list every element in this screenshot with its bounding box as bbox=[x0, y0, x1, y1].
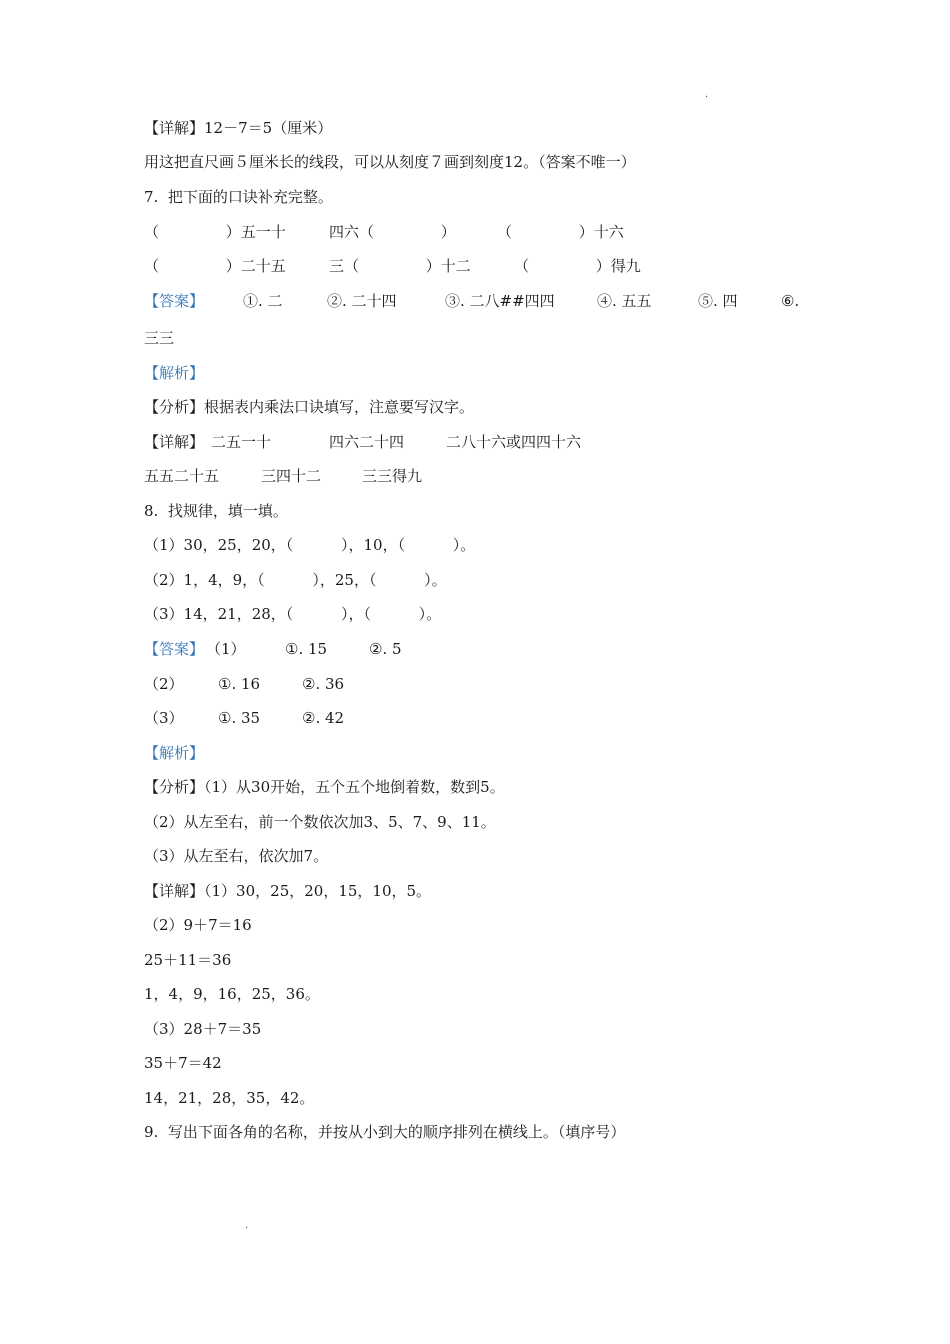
q8-title: 8. 找规律，填一填。 bbox=[144, 502, 288, 520]
q9-title: 9. 写出下面各角的名称，并按从小到大的顺序排列在横线上。（填序号） bbox=[144, 1123, 626, 1141]
q7-answer-2: ②. 二十四 bbox=[327, 292, 397, 310]
q8-ans1-label: （1） bbox=[206, 640, 246, 658]
q7-blank-4: （ ）二十五 bbox=[144, 257, 286, 275]
q8-item-2: （2）1，4，9，（ ），25，（ ）。 bbox=[144, 571, 447, 589]
q7-detail-2: 四六二十四 bbox=[329, 433, 405, 451]
xiangjie-tag: 【详解】 bbox=[144, 119, 205, 137]
q7-answer-3: ③. 二八##四四 bbox=[445, 292, 555, 310]
q7-xiangjie-tag: 【详解】 bbox=[144, 433, 205, 451]
fenxi-text: （1）从30开始，五个五个地倒着数，数到5。 bbox=[204, 778, 505, 796]
xiangjie-text: （1）30，25，20，15，10，5。 bbox=[204, 882, 432, 900]
page-mark-bottom: · bbox=[245, 1223, 249, 1234]
q8-ans3-a: ①. 35 bbox=[218, 709, 261, 727]
detail-line bbox=[144, 118, 332, 138]
q7-answer-cont: 三三 bbox=[144, 329, 175, 347]
q8-item-3: （3）14，21，28，（ ），（ ）。 bbox=[144, 605, 442, 623]
detail-text: 12－7＝5（厘米） bbox=[204, 119, 333, 137]
q7-detail-3: 二八十六或四四十六 bbox=[446, 433, 582, 451]
q8-xiangjie-7: 14，21，28，35，42。 bbox=[144, 1089, 315, 1107]
q7-blank-1: （ ）五一十 bbox=[144, 223, 286, 241]
q7-blank-2: 四六（ ） bbox=[329, 223, 456, 241]
q8-xiangjie-4: 1，4，9，16，25，36。 bbox=[144, 985, 320, 1003]
q7-blank-6: （ ）得九 bbox=[514, 257, 641, 275]
q7-detail-5: 三四十二 bbox=[261, 467, 322, 485]
q8-fenxi-2: （2）从左至右，前一个数依次加3、5、7、9、11。 bbox=[144, 813, 496, 831]
q8-xiangjie-5: （3）28＋7＝35 bbox=[144, 1020, 262, 1038]
q8-fenxi-1 bbox=[144, 777, 505, 797]
q7-detail-1: 二五一十 bbox=[211, 433, 272, 451]
q8-ans1-a: ①. 15 bbox=[285, 640, 328, 658]
fenxi-tag: 【分析】 bbox=[144, 398, 205, 416]
q8-ans1-b: ②. 5 bbox=[369, 640, 402, 658]
q8-fenxi-3: （3）从左至右，依次加7。 bbox=[144, 847, 329, 865]
q7-fenxi bbox=[144, 397, 474, 417]
q7-blank-5: 三（ ）十二 bbox=[329, 257, 471, 275]
q7-title: 7. 把下面的口诀补充完整。 bbox=[144, 188, 333, 206]
q8-ans2-label: （2） bbox=[144, 675, 184, 693]
q8-xiangjie-1 bbox=[144, 881, 431, 901]
q7-answer-tag: 【答案】 bbox=[144, 292, 205, 310]
q8-ans3-b: ②. 42 bbox=[302, 709, 345, 727]
q7-blank-3: （ ）十六 bbox=[497, 223, 624, 241]
xiangjie-tag: 【详解】 bbox=[144, 882, 205, 900]
q8-xiangjie-2: （2）9＋7＝16 bbox=[144, 916, 252, 934]
q7-answer-1: ①. 二 bbox=[243, 292, 283, 310]
q7-detail-6: 三三得九 bbox=[362, 467, 423, 485]
q7-detail-4: 五五二十五 bbox=[144, 467, 220, 485]
page-mark-top: · bbox=[705, 92, 709, 103]
q8-ans3-label: （3） bbox=[144, 709, 184, 727]
q7-analysis-tag: 【解析】 bbox=[144, 364, 205, 382]
q7-answer-5: ⑤. 四 bbox=[698, 292, 738, 310]
q8-item-1: （1）30，25，20，（ ），10，（ ）。 bbox=[144, 536, 476, 554]
q8-xiangjie-3: 25＋11＝36 bbox=[144, 951, 232, 969]
fenxi-tag: 【分析】 bbox=[144, 778, 205, 796]
q7-answer-4: ④. 五五 bbox=[597, 292, 652, 310]
q8-xiangjie-6: 35＋7＝42 bbox=[144, 1054, 222, 1072]
q8-ans2-a: ①. 16 bbox=[218, 675, 261, 693]
q8-analysis-tag: 【解析】 bbox=[144, 744, 205, 762]
q8-answer-tag: 【答案】 bbox=[144, 640, 205, 658]
q7-answer-6: ⑥. bbox=[781, 292, 800, 310]
q8-ans2-b: ②. 36 bbox=[302, 675, 345, 693]
fenxi-text: 根据表内乘法口诀填写，注意要写汉字。 bbox=[204, 398, 475, 416]
explanation-line: 用这把直尺画５厘米长的线段，可以从刻度７画到刻度12。（答案不唯一） bbox=[144, 153, 636, 171]
